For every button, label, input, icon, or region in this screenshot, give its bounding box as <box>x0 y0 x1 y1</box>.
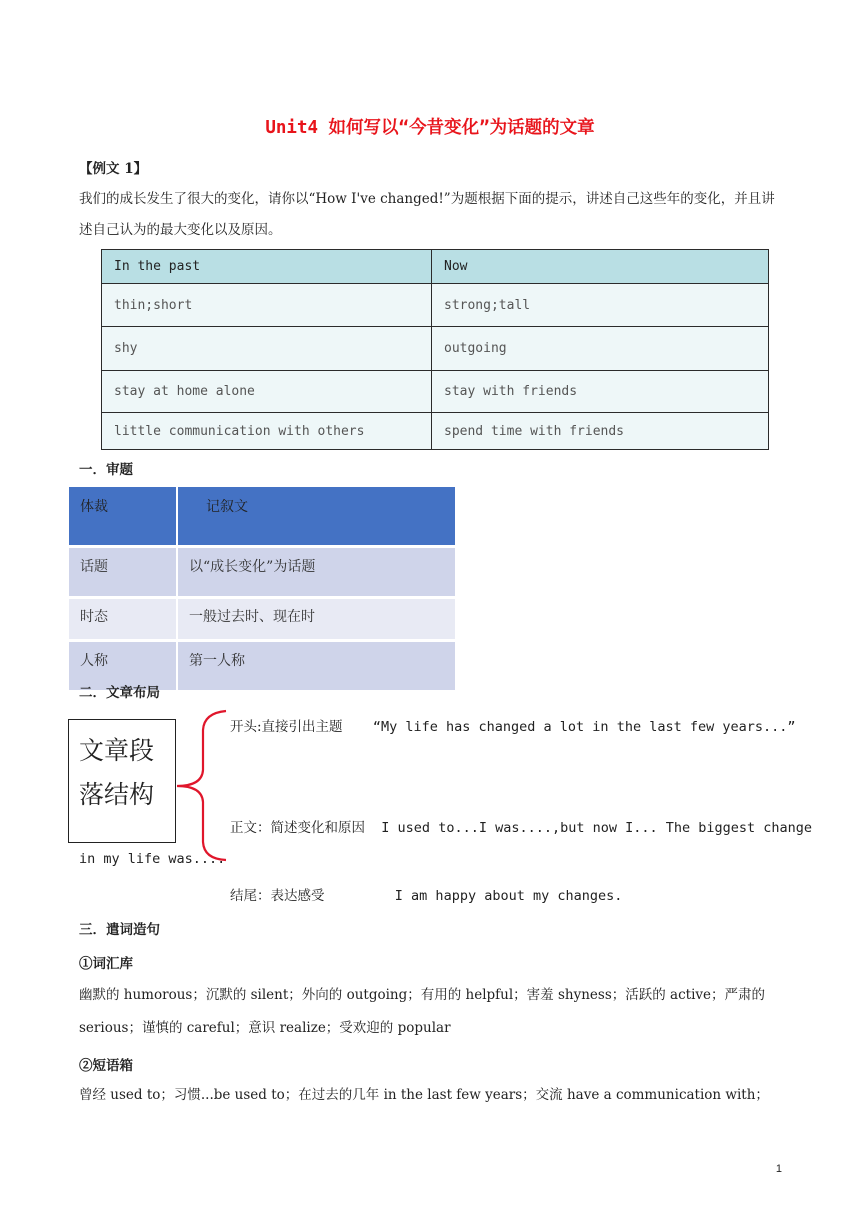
vocab-label: ①词汇库 <box>79 956 133 972</box>
analysis-key: 时态 <box>69 599 178 639</box>
section-heading-3: 三．遣词造句 <box>79 922 160 938</box>
opening-label: 开头:直接引出主题 <box>230 719 343 735</box>
table-row <box>69 487 455 545</box>
table-row <box>102 413 769 450</box>
example-label: 【例文 1】 <box>79 161 148 177</box>
section-heading-2: 二．文章布局 <box>79 685 160 701</box>
body-line <box>230 816 812 836</box>
body-continuation: in my life was.... <box>79 851 226 867</box>
vocab-paragraph: 幽默的 humorous；沉默的 silent；外向的 outgoing；有用的 helpful；害羞 shyness；活跃的 active；严肃的 serious；谨慎的 careful；意识 realize；受欢迎的 popular <box>79 987 766 1036</box>
header-now: Now <box>432 250 769 284</box>
opening-text: “My life has changed a lot in the last few years...” <box>372 719 796 735</box>
past-cell: thin;short <box>102 284 432 327</box>
analysis-value: 记叙文 <box>178 487 455 545</box>
now-cell: spend time with friends <box>432 413 769 450</box>
header-past: In the past <box>102 250 432 284</box>
past-cell: shy <box>102 327 432 371</box>
phrase-paragraph: 曾经 used to；习惯...be used to；在过去的几年 in the last few years；交流 have a communication with； <box>79 1087 769 1103</box>
section-heading-1: 一．审题 <box>79 462 133 478</box>
page-number: 1 <box>775 1163 782 1175</box>
prompt-paragraph: 我们的成长发生了很大的变化，请你以“How I've changed!”为题根据下面的提示，讲述自己这些年的变化，并且讲述自己认为的最大变化以及原因。 <box>79 191 775 238</box>
ending-text: I am happy about my changes. <box>394 888 623 904</box>
body-label: 正文：简述变化和原因 <box>230 820 365 836</box>
phrase-label: ②短语箱 <box>79 1058 133 1074</box>
analysis-key: 体裁 <box>69 487 178 545</box>
now-cell: strong;tall <box>432 284 769 327</box>
table-row <box>69 548 455 596</box>
ending-line <box>230 884 622 904</box>
analysis-table <box>69 484 455 693</box>
page-title: Unit4 如何写以“今昔变化”为话题的文章 <box>265 118 595 138</box>
analysis-value: 第一人称 <box>178 642 455 690</box>
now-cell: stay with friends <box>432 371 769 413</box>
opening-line <box>230 715 796 735</box>
table-header-row <box>102 250 769 284</box>
table-row <box>102 327 769 371</box>
past-now-table <box>101 249 769 450</box>
now-cell: outgoing <box>432 327 769 371</box>
analysis-key: 人称 <box>69 642 178 690</box>
table-row <box>69 599 455 639</box>
past-cell: little communication with others <box>102 413 432 450</box>
body-text: I used to...I was....,but now I... The biggest change <box>381 820 813 836</box>
table-row <box>102 371 769 413</box>
curly-brace-icon <box>174 708 234 862</box>
analysis-value: 以“成长变化”为话题 <box>178 548 455 596</box>
past-cell: stay at home alone <box>102 371 432 413</box>
table-row <box>102 284 769 327</box>
ending-label: 结尾：表达感受 <box>230 888 325 904</box>
structure-label: 文章段落结构 <box>79 736 155 809</box>
analysis-value: 一般过去时、现在时 <box>178 599 455 639</box>
analysis-key: 话题 <box>69 548 178 596</box>
